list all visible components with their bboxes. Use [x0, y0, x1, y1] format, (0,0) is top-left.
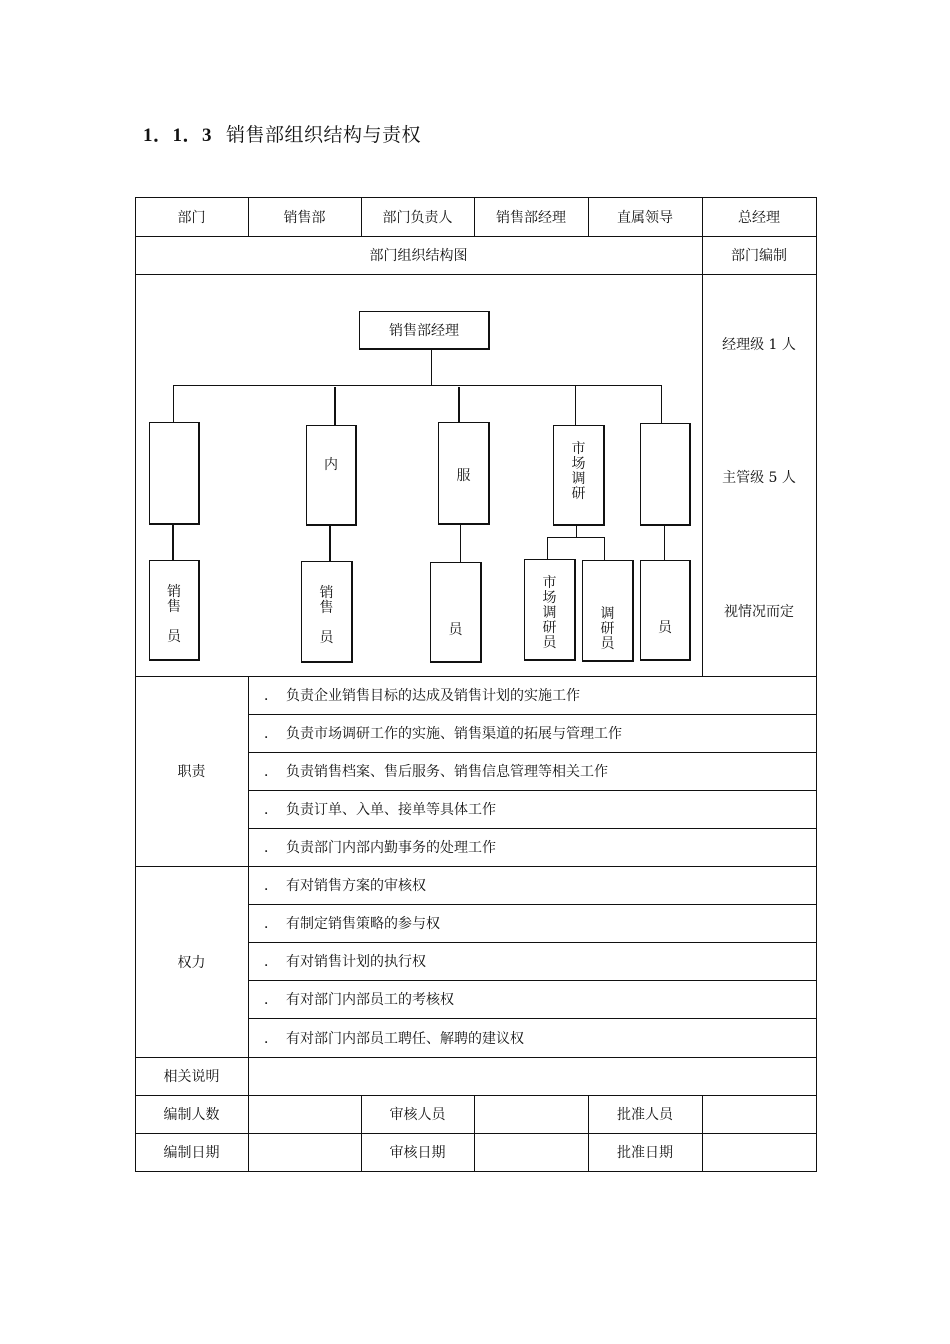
- bullet: ．: [264, 916, 278, 932]
- section-number: 1．1．3: [143, 125, 213, 146]
- dept-head-label: 部门负责人: [382, 209, 453, 226]
- bullet: ．: [264, 992, 278, 1008]
- org-node-label: 市 场 调 研: [571, 441, 586, 502]
- org-node-label: 员: [448, 622, 463, 638]
- review-date-label: 审核日期: [389, 1145, 446, 1161]
- power-item: ． 有对部门内部员工聘任、解聘的建议权: [248, 1018, 524, 1057]
- approval-date-label: 批准日期: [617, 1145, 673, 1161]
- notes-value[interactable]: [249, 1058, 816, 1095]
- duties-label: 职责: [177, 764, 206, 780]
- powers-label: 权力: [177, 954, 206, 971]
- org-node-staff-2: [301, 561, 353, 663]
- duty-item: ． 负责部门内部内勤事务的处理工作: [248, 828, 496, 866]
- bullet: ．: [264, 840, 278, 856]
- org-node-staff-1: [149, 560, 200, 661]
- org-node-staff-5: [582, 560, 634, 662]
- reviewer-value[interactable]: [475, 1096, 588, 1133]
- bullet: ．: [264, 764, 278, 780]
- org-node-label: 内: [324, 457, 338, 473]
- org-node-label: 员: [658, 620, 672, 636]
- power-item: ． 有对销售方案的审核权: [248, 866, 426, 904]
- bullet: ．: [264, 688, 278, 704]
- duty-item: ． 负责订单、入单、接单等具体工作: [248, 790, 496, 828]
- section-title: 销售部组织结构与责权: [226, 124, 422, 146]
- org-node-market-research: [553, 425, 605, 526]
- org-node-manager-5: [640, 423, 691, 526]
- review-date-value[interactable]: [475, 1134, 588, 1171]
- org-node-label: 调 研 员: [600, 606, 615, 652]
- bullet: ．: [264, 726, 278, 742]
- org-node-manager-3: [438, 422, 490, 525]
- approval-date-value[interactable]: [703, 1134, 816, 1171]
- notes-label: 相关说明: [163, 1069, 220, 1085]
- staffing-supervisor-level: 主管级 5 人: [722, 470, 796, 486]
- org-node-staff-3: [430, 562, 482, 663]
- org-node-staff-4: [524, 559, 576, 661]
- dept-value: 销售部: [283, 209, 326, 226]
- org-node-label: 销 售 员: [167, 584, 181, 645]
- prepared-count-value[interactable]: [249, 1096, 361, 1133]
- org-node-label: 服: [456, 468, 471, 484]
- bullet: ．: [264, 878, 278, 894]
- org-node-label: 销售部经理: [389, 323, 459, 339]
- bullet: ．: [264, 1030, 278, 1047]
- org-node-sales-manager: [359, 311, 490, 350]
- power-item: ． 有对销售计划的执行权: [248, 942, 426, 980]
- direct-leader-value: 总经理: [738, 209, 780, 226]
- org-node-label: 销 售 员: [319, 585, 334, 646]
- prepared-date-value[interactable]: [249, 1134, 361, 1171]
- bullet: ．: [264, 954, 278, 970]
- approver-value[interactable]: [703, 1096, 816, 1133]
- duty-item: ． 负责销售档案、售后服务、销售信息管理等相关工作: [248, 752, 608, 790]
- org-chart-title: 部门组织结构图: [369, 248, 468, 264]
- approver-label: 批准人员: [617, 1107, 673, 1123]
- prepared-date-label: 编制日期: [163, 1145, 220, 1161]
- duty-item: ． 负责企业销售目标的达成及销售计划的实施工作: [248, 676, 580, 714]
- prepared-count-label: 编制人数: [163, 1107, 220, 1123]
- org-node-manager-2: [306, 425, 357, 526]
- reviewer-label: 审核人员: [389, 1107, 446, 1123]
- org-node-label: 市 场 调 研 员: [542, 575, 557, 651]
- section-heading: [143, 120, 421, 147]
- dept-label: 部门: [177, 209, 206, 226]
- dept-head-value: 销售部经理: [496, 209, 566, 226]
- power-item: ． 有对部门内部员工的考核权: [248, 980, 454, 1018]
- staffing-title: 部门编制: [731, 248, 787, 264]
- org-node-staff-6: [640, 560, 691, 661]
- bullet: ．: [264, 802, 278, 818]
- org-node-manager-1: [149, 422, 200, 525]
- direct-leader-label: 直属领导: [617, 209, 673, 226]
- power-item: ． 有制定销售策略的参与权: [248, 904, 440, 942]
- duty-item: ． 负责市场调研工作的实施、销售渠道的拓展与管理工作: [248, 714, 622, 752]
- staffing-staff-level: 视情况而定: [724, 604, 794, 620]
- staffing-manager-level: 经理级 1 人: [722, 337, 796, 353]
